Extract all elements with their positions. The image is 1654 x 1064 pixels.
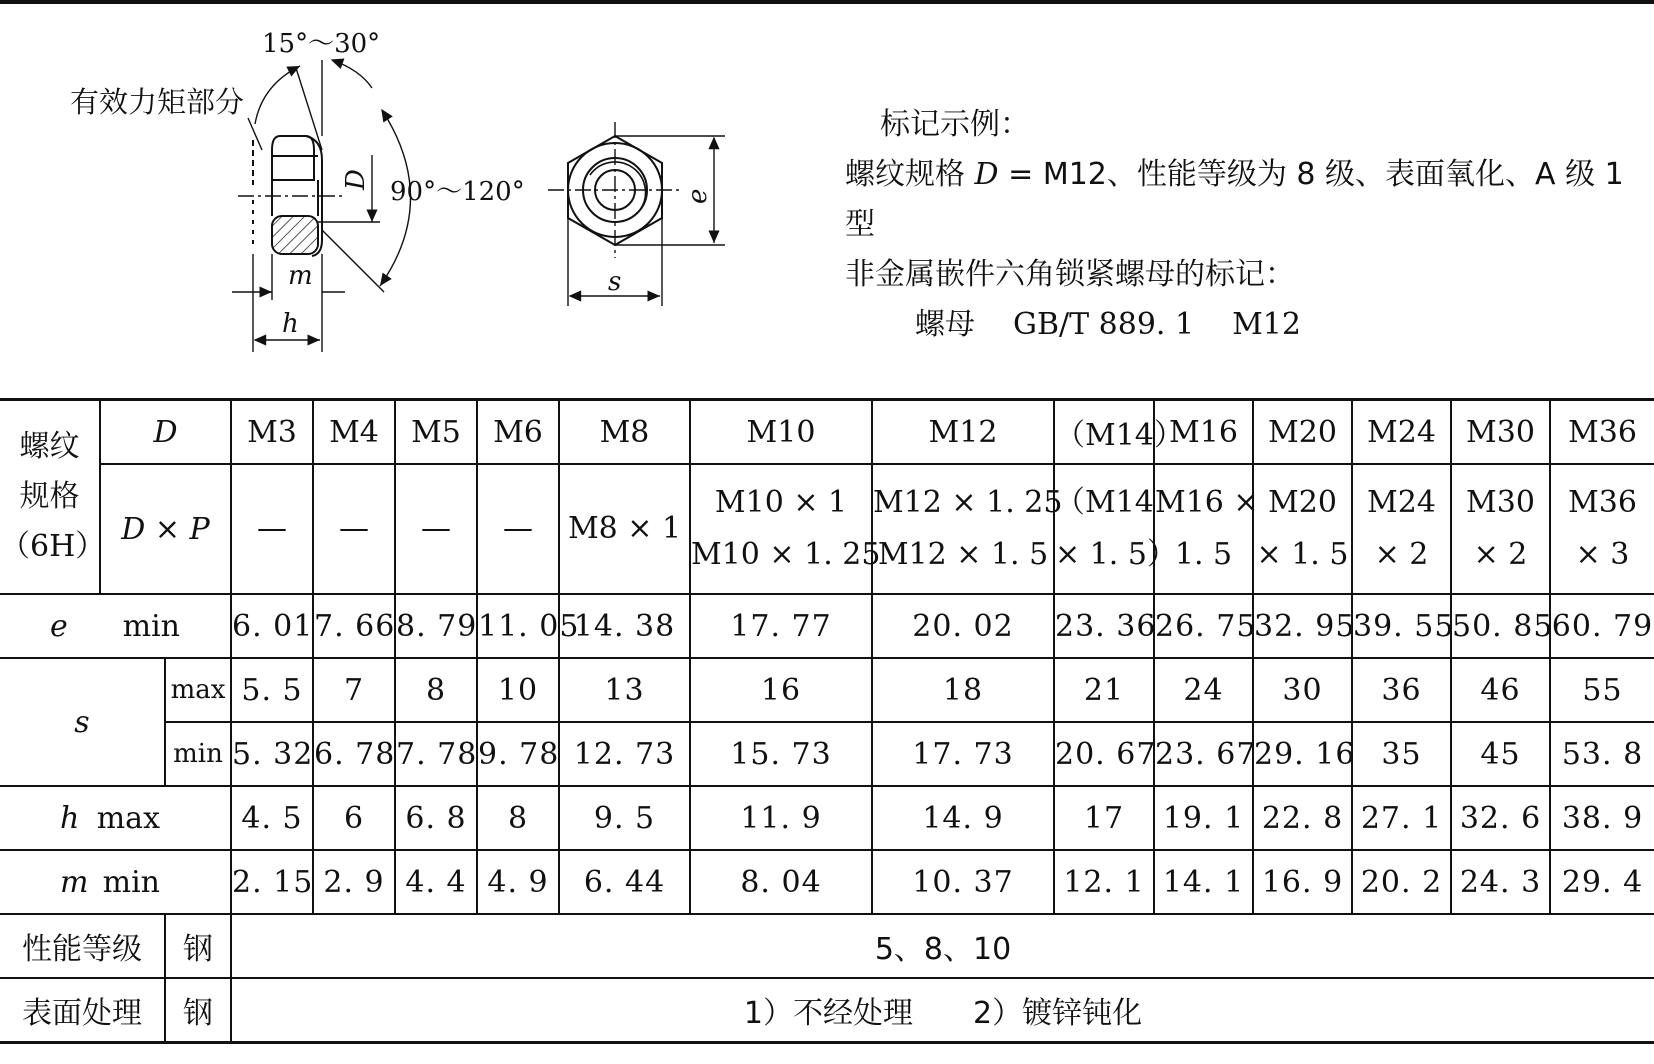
example-line2: 非金属嵌件六角锁紧螺母的标记： <box>845 257 1295 292</box>
cell: 17. 73 <box>872 722 1054 786</box>
cell: M10 <box>690 400 872 465</box>
cell: M8 × 1 <box>559 464 690 594</box>
cell: 60. 79 <box>1550 594 1654 658</box>
cell: — <box>313 464 395 594</box>
label-dim-e: e <box>683 188 713 204</box>
cell: 36 <box>1352 658 1451 722</box>
surface-label: 表面处理 <box>0 978 165 1043</box>
cell: 15. 73 <box>690 722 872 786</box>
cell: M20 <box>1253 400 1352 465</box>
grade-value: 5、8、10 <box>231 914 1654 978</box>
cell: 55 <box>1550 658 1654 722</box>
cell: M3 <box>231 400 313 465</box>
cell: M12 × 1. 25 M12 × 1. 5 <box>872 464 1054 594</box>
cell: 7. 78 <box>395 722 477 786</box>
e-min-label: e min <box>0 594 231 658</box>
cell: — <box>477 464 559 594</box>
cell: 2. 9 <box>313 850 395 914</box>
m-min-label: m min <box>0 850 231 914</box>
cell: （M14 × 1. 5） <box>1054 464 1154 594</box>
cell: 39. 55 <box>1352 594 1451 658</box>
cell: M10 × 1 M10 × 1. 25 <box>690 464 872 594</box>
s-label: s <box>0 658 165 786</box>
marking-example <box>845 100 1654 350</box>
cell: 23. 67 <box>1154 722 1253 786</box>
cell: 16 <box>690 658 872 722</box>
cell: 4. 9 <box>477 850 559 914</box>
cell: 11. 05 <box>477 594 559 658</box>
cell: 23. 36 <box>1054 594 1154 658</box>
s-max-label: max <box>165 658 231 722</box>
cell: M16 × 1. 5 <box>1154 464 1253 594</box>
grade-label: 性能等级 <box>0 914 165 978</box>
cell: M20 × 1. 5 <box>1253 464 1352 594</box>
s-min-label: min <box>165 722 231 786</box>
cell: 16. 9 <box>1253 850 1352 914</box>
label-angle-top: 15°～30° <box>262 29 381 59</box>
cell: 10. 37 <box>872 850 1054 914</box>
row-surface <box>0 978 1654 1043</box>
cell: 45 <box>1451 722 1550 786</box>
side-view <box>232 60 411 352</box>
cell: 32. 6 <box>1451 786 1550 850</box>
cell: M6 <box>477 400 559 465</box>
cell: 29. 4 <box>1550 850 1654 914</box>
cell: 17 <box>1054 786 1154 850</box>
cell: 12. 73 <box>559 722 690 786</box>
row-grade <box>0 914 1654 978</box>
cell: （M14） <box>1054 400 1154 465</box>
cell: 53. 8 <box>1550 722 1654 786</box>
label-dim-h: h <box>282 309 299 339</box>
cell: M8 <box>559 400 690 465</box>
label-angle-right: 90°～120° <box>390 177 525 207</box>
cell: 2. 15 <box>231 850 313 914</box>
cell: 8 <box>477 786 559 850</box>
cell: 24. 3 <box>1451 850 1550 914</box>
cell: 22. 8 <box>1253 786 1352 850</box>
row-DxP <box>0 464 1654 594</box>
label-dim-D: D <box>341 169 371 190</box>
cell: M36 <box>1550 400 1654 465</box>
cell: 20. 67 <box>1054 722 1154 786</box>
cell: 32. 95 <box>1253 594 1352 658</box>
cell: 8. 04 <box>690 850 872 914</box>
cell: 4. 4 <box>395 850 477 914</box>
row-h-max <box>0 786 1654 850</box>
cell: M4 <box>313 400 395 465</box>
row-e-min <box>0 594 1654 658</box>
cell: 46 <box>1451 658 1550 722</box>
cell: M16 <box>1154 400 1253 465</box>
example-line1: 螺纹规格 D = M12、性能等级为 8 级、表面氧化、A 级 1 型 <box>845 157 1624 242</box>
cell: 24 <box>1154 658 1253 722</box>
row-s-max <box>0 658 1654 722</box>
cell: 27. 1 <box>1352 786 1451 850</box>
surface-value: 1）不经处理 2）镀锌钝化 <box>231 978 1654 1043</box>
cell: 19. 1 <box>1154 786 1253 850</box>
cell: 12. 1 <box>1054 850 1154 914</box>
cell: 14. 1 <box>1154 850 1253 914</box>
cell: 4. 5 <box>231 786 313 850</box>
hatched-section <box>272 216 318 254</box>
cell: M36 × 3 <box>1550 464 1654 594</box>
cell: 5. 5 <box>231 658 313 722</box>
D-label: D <box>100 400 231 465</box>
cell: 50. 85 <box>1451 594 1550 658</box>
spec-table <box>0 398 1654 1044</box>
cell: 38. 9 <box>1550 786 1654 850</box>
row-m-min <box>0 850 1654 914</box>
cell: 20. 02 <box>872 594 1054 658</box>
cell: M30 × 2 <box>1451 464 1550 594</box>
cell: — <box>395 464 477 594</box>
cell: 13 <box>559 658 690 722</box>
cell: 6 <box>313 786 395 850</box>
cell: 8. 79 <box>395 594 477 658</box>
cell: 21 <box>1054 658 1154 722</box>
cell: 9. 5 <box>559 786 690 850</box>
cell: 17. 77 <box>690 594 872 658</box>
row-D <box>0 400 1654 465</box>
cell: 6. 01 <box>231 594 313 658</box>
grade-material: 钢 <box>165 914 231 978</box>
example-title: 标记示例： <box>880 107 1030 142</box>
cell: 18 <box>872 658 1054 722</box>
cell: 6. 78 <box>313 722 395 786</box>
cell: 20. 2 <box>1352 850 1451 914</box>
cell: 9. 78 <box>477 722 559 786</box>
cell: 29. 16 <box>1253 722 1352 786</box>
cell: M5 <box>395 400 477 465</box>
cell: 10 <box>477 658 559 722</box>
label-dim-s: s <box>608 267 622 297</box>
cell: — <box>231 464 313 594</box>
cell: 5. 32 <box>231 722 313 786</box>
cell: M12 <box>872 400 1054 465</box>
row-s-min <box>0 722 1654 786</box>
cell: 6. 44 <box>559 850 690 914</box>
cell: 14. 9 <box>872 786 1054 850</box>
h-max-label: h max <box>0 786 231 850</box>
cell: 7 <box>313 658 395 722</box>
example-line3: 螺母 GB/T 889. 1 M12 <box>915 307 1301 342</box>
cell: 14. 38 <box>559 594 690 658</box>
surface-material: 钢 <box>165 978 231 1043</box>
cell: 26. 75 <box>1154 594 1253 658</box>
label-effective-torque: 有效力矩部分 <box>70 85 245 119</box>
thread-spec-label: 螺纹 规格 （6H） <box>0 400 100 595</box>
cell: 6. 8 <box>395 786 477 850</box>
cell: 7. 66 <box>313 594 395 658</box>
cell: M24 <box>1352 400 1451 465</box>
label-dim-m: m <box>288 261 313 291</box>
cell: 35 <box>1352 722 1451 786</box>
DxP-label: D × P <box>100 464 231 594</box>
top-view <box>548 122 725 306</box>
cell: 11. 9 <box>690 786 872 850</box>
cell: M30 <box>1451 400 1550 465</box>
cell: 30 <box>1253 658 1352 722</box>
cell: 8 <box>395 658 477 722</box>
cell: M24 × 2 <box>1352 464 1451 594</box>
